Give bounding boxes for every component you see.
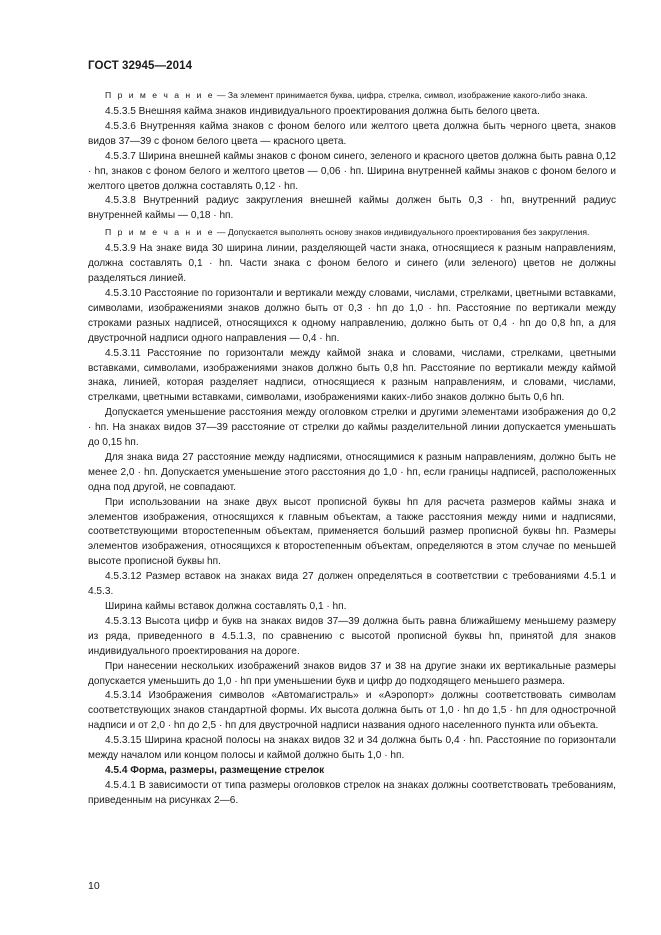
document-header: ГОСТ 32945—2014 [88, 60, 193, 72]
clause-4-5-3-10: 4.5.3.10 Расстояние по горизонтали и вертикали между словами, числами, стрелками, цветными вставками, символами, изображениями знаков должно быть от 0,3 · hп до 1,0 · hп. Расстояние по вертикали между строками разных надписей, относящихся к одному направлению, должно быть от 0,4 · hп до 0,8 hп, а для двустрочной надписи одного направления — 0,4 · hп. [88, 287, 616, 344]
clause-4-5-3-7: 4.5.3.7 Ширина внешней каймы знаков с фоном синего, зеленого и красного цветов должна быть равна 0,12 · hп, знаков с фоном белого и желтого цветов — 0,06 · hп. Ширина внутренней каймы знаков с фоном белого и желтого цветов должна составлять 0,12 · hп. [88, 150, 616, 192]
clause-4-5-3-6: 4.5.3.6 Внутренняя кайма знаков с фоном белого или желтого цвета должна быть черного цвета, знаков видов 37—39 с фоном белого цвета — красного цвета. [88, 120, 616, 147]
clause-4-5-3-5: 4.5.3.5 Внешняя кайма знаков индивидуального проектирования должна быть белого цвета. [105, 106, 540, 117]
note-paragraph [88, 226, 616, 239]
clause-4-5-3-8: 4.5.3.8 Внутренний радиус закругления внешней каймы должен быть 0,3 · hп, внутренний радиус внутренней каймы — 0,18 · hп. [88, 195, 616, 222]
body-paragraph: При использовании на знаке двух высот прописной буквы hп для расчета размеров каймы знака и элементов изображения, относящихся к главным объектам, а также расстояния между ними и надписями, соответствующими второстепенным объектам, применяется больший размер прописной буквы hп. Размеры элементов изображения, относящихся к второстепенным объектам, определяются в этом случае по меньшей высоте прописной буквы hп. [88, 496, 616, 568]
clause-4-5-3-9: 4.5.3.9 На знаке вида 30 ширина линии, разделяющей части знака, относящиеся к разным направлениям, должна составлять 0,1 · hп. Части знака с фоном белого и синего (или зеленого) цветов не должны разделяться линией. [88, 243, 616, 285]
clause-4-5-3-12: 4.5.3.12 Размер вставок на знаках вида 27 должен определяться в соответствии с требованиями 4.5.1 и 4.5.3. [88, 571, 616, 598]
note-text: — За элемент принимается буква, цифра, стрелка, символ, изображение какого-либо знака. [214, 90, 588, 100]
document-body [88, 87, 616, 809]
body-paragraph: Для знака вида 27 расстояние между надписями, относящимися к разным направлениям, должно быть не менее 2,0 · hп. Допускается уменьшение этого расстояния до 1,0 · hп, если границы надписей, расположенных одна под другой, не совпадают. [88, 451, 616, 493]
body-paragraph: Ширина каймы вставок должна составлять 0,1 · hп. [105, 601, 347, 612]
note-text: — Допускается выполнять основу знаков индивидуального проектирования без закругления. [214, 227, 590, 238]
body-paragraph: При нанесении нескольких изображений знаков видов 37 и 38 на другие знаки их вертикальные размеры допускается уменьшить до 1,0 · hп при уменьшении букв и цифр до подходящего меньшего размера. [88, 660, 616, 687]
clause-4-5-3-15: 4.5.3.15 Ширина красной полосы на знаках видов 32 и 34 должна быть 0,4 · hп. Расстояние по горизонтали между началом или концом полосы и каймой должно быть 1,0 · hп. [88, 735, 616, 762]
note-label: П р и м е ч а н и е [105, 90, 215, 100]
body-paragraph: Допускается уменьшение расстояния между оголовком стрелки и другими элементами изображения до 0,2 · hп. На знаках видов 37—39 расстояние от стрелки до каймы разделительной линии допускается уменьшать до 0,15 hп. [88, 407, 616, 449]
clause-4-5-3-13: 4.5.3.13 Высота цифр и букв на знаках видов 37—39 должна быть равна ближайшему меньшему размеру из ряда, приведенного в 4.5.1.3, по сравнению с высотой прописной буквы hп, принятой для знаков индивидуального проектирования на дороге. [88, 615, 616, 657]
clause-4-5-3-14: 4.5.3.14 Изображения символов «Автомагистраль» и «Аэропорт» должны соответствовать символам соответствующих знаков стандартной формы. Их высота должна быть от 1,0 · hп до 1,5 · hп для однострочной надписи и от 2,0 · hп до 2,5 · hп для двустрочной надписи названия одного населенного пункта или объекта. [88, 690, 616, 732]
page-number: 10 [88, 880, 100, 892]
clause-4-5-3-11: 4.5.3.11 Расстояние по горизонтали между каймой знака и словами, числами, стрелками, цветными вставками, символами, изображениями знаков должно быть 0,8 hп. Расстояние по вертикали между каймой знака, линией, которая разделяет надписи, относящиеся к разным направлениям, и словами, числами, стрелками, цветными вставками, символами, изображениями каких-либо знаков должно быть 0,6 hп. [88, 347, 616, 404]
note-paragraph [88, 89, 616, 102]
note-label: П р и м е ч а н и е [105, 227, 215, 238]
section-heading-4-5-4: 4.5.4 Форма, размеры, размещение стрелок [105, 764, 325, 776]
clause-4-5-4-1: 4.5.4.1 В зависимости от типа размеры оголовков стрелок на знаках должны соответствовать требованиям, приведенным на рисунках 2—6. [88, 779, 616, 806]
